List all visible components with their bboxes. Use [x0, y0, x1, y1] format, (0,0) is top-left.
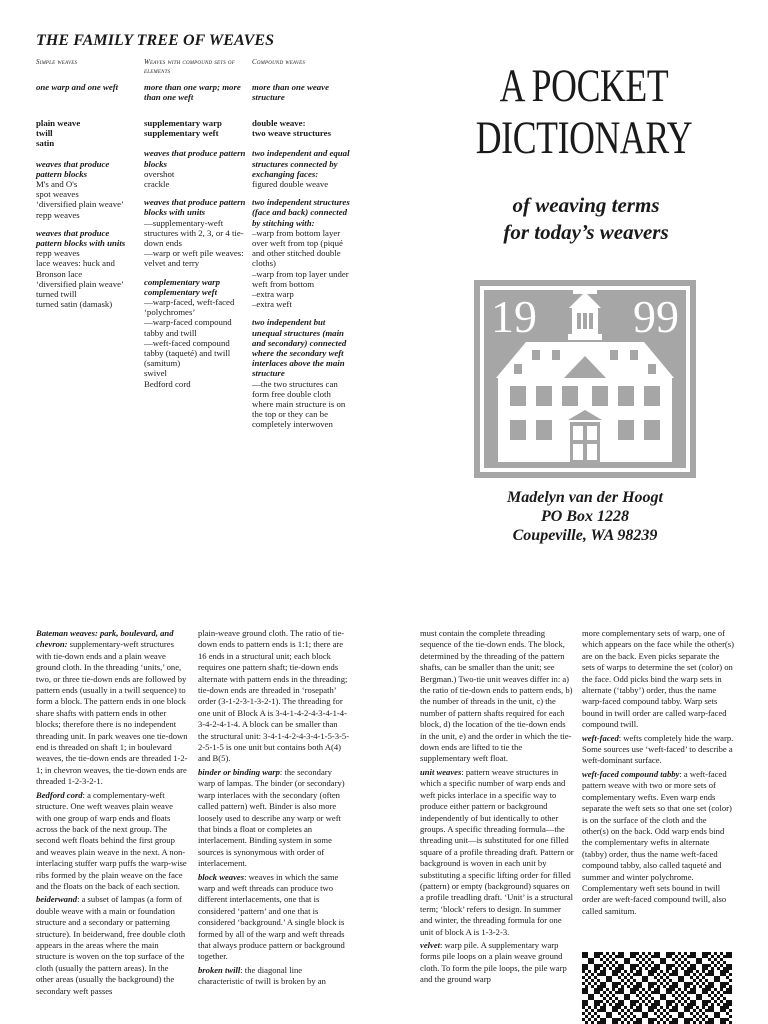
- dictionary-entry: [420, 940, 574, 986]
- logo-year-left: 19: [491, 291, 537, 342]
- dictionary-entry: [198, 767, 350, 870]
- tree-group-heading: weaves that produce pattern blocks: [144, 148, 246, 169]
- book-title-line-1: A POCKET: [499, 60, 669, 112]
- tree-structure-line: double weave:: [252, 118, 306, 128]
- entry-term: broken twill: [198, 964, 241, 975]
- author-name: Madelyn van der Hoogt: [507, 489, 663, 506]
- tree-structure-line: supplementary warp: [144, 118, 222, 128]
- tree-column-3: [252, 58, 352, 438]
- tree-structure-line: two weave structures: [252, 128, 331, 139]
- entry-definition: supplementary-weft structures with tie-down ends and a plain weave ground cloth. In the threading ‘units,’ one, two, or three tie-down ends are followed by pattern ends (usually in a twill sequence) to form a block. The pattern ends in one block share shafts with pattern ends in other blocks; therefore there is no independent threading unit. In park weaves one tie-down end is threaded on shaft 1; in boulevard weaves, the tie-down ends are threaded 1-2-1; in chevron weaves, the tie-down ends are threaded 1-2-3-2-1.: [36, 639, 188, 787]
- entry-definition: : a weft-faced pattern weave with two or more sets of complementary wefts. Even warp ends separate the weft sets so that one set (color) is on the surface of the cloth and the other(s) on the back. Odd warp ends bind the complementary wefts in alternate (tabby) order, thus the name weft-faced compound tabby, also called taqueté and summer and winter polychrome. Complementary weft sets bound in twill order are weft-faced compound twill, also called samitum.: [582, 768, 732, 916]
- tree-group-item: —supplementary-weft structures with 2, 3, or 4 tie-down ends: [144, 217, 244, 249]
- entry-definition: : a complementary-weft structure. One weft weaves plain weave with one group of warp ends and floats across the back of the next group. The second weft floats behind the first group and weaves plain weave in the next. A non-interlacing stuffer warp puffs the warp-wise ribs formed by the plain weave on the face and the floats on the back of each section.: [36, 789, 187, 891]
- tree-group: [144, 197, 246, 268]
- entry-term: Bateman weaves: park, boulevard, and chevron:: [36, 628, 174, 650]
- dictionary-entry: [420, 628, 574, 765]
- tree-column-header: Weaves with compound sets of elements: [144, 58, 235, 75]
- entry-definition: : warp pile. A supplementary warp forms pile loops on a plain weave ground cloth. To form the pile loops, the pile warp and the ground warp: [420, 939, 567, 985]
- tree-group-heading: weaves that produce pattern blocks with units: [144, 197, 246, 218]
- tree-group-heading: two independent and equal structures connected by exchanging faces:: [252, 148, 350, 179]
- tree-group-item: turned satin (damask): [36, 299, 113, 310]
- tree-column-1: [36, 58, 136, 317]
- entry-term: block weaves: [198, 871, 245, 882]
- entry-definition: : a subset of lampas (a form of double weave with a main or foundation structure and a secondary or patterning structure). In beiderwand, free double cloth appears in the areas where the main structure is woven on the top surface of the cloth (usually the pattern areas). In the other areas (usually the background) the secondary weft passes: [36, 894, 186, 996]
- dictionary-column-1: [36, 628, 188, 999]
- tree-column-structures: [36, 118, 136, 149]
- tree-group: [252, 317, 352, 429]
- tree-group-item: –extra warp: [252, 289, 294, 300]
- tree-group-heading: two independent structures (face and back) connected by stitching with:: [252, 197, 350, 228]
- logo-year-right: 99: [633, 291, 679, 342]
- entry-term: Bedford cord: [36, 789, 83, 800]
- entry-definition: : the secondary warp of lampas. The binder (or secondary) warp interlaces with the secondary (often called pattern) weft. Binder is also more loosely used to describe any warp or weft that binds a float or completes an interlacement. Binding system in some sources is synonymous with order of interlacement.: [198, 766, 345, 869]
- entry-definition: : weaves in which the same warp and weft threads can produce two different interlacements, one that is considered ‘pattern’ and one that is considered ‘background.’ A single block is formed by all of the warp and weft threads that always produce pattern or background together.: [198, 871, 345, 962]
- tree-group-item: ‘diversified plain weave’: [36, 199, 124, 210]
- entry-definition: : the diagonal line characteristic of twill is broken by an: [198, 964, 326, 987]
- dictionary-column-3: [420, 628, 574, 988]
- entry-term: binder or binding warp: [198, 766, 280, 777]
- tree-structure-line: satin: [36, 138, 55, 149]
- tree-structure-line: plain weave: [36, 118, 81, 128]
- tree-structure-line: supplementary weft: [144, 128, 219, 139]
- tree-group: [36, 228, 136, 310]
- weave-pattern-icon: [582, 950, 732, 1024]
- tree-group-item: –warp from bottom layer over weft from top (piqué and other stitched double cloths): [252, 227, 343, 269]
- tree-group-item: —warp-faced compound tabby and twill: [144, 317, 232, 338]
- entry-term: weft-faced compound tabby: [582, 768, 680, 779]
- address-line-2: Coupeville, WA 98239: [512, 527, 658, 544]
- dictionary-entry: [420, 767, 574, 938]
- tree-column-header: Simple weaves: [36, 58, 78, 66]
- address-line-1: PO Box 1228: [541, 508, 629, 525]
- tree-group-item: repp weaves: [36, 209, 80, 220]
- tree-structure-line: twill: [36, 128, 53, 139]
- building-logo-icon: [474, 280, 696, 478]
- tree-group-item: figured double weave: [252, 179, 329, 190]
- tree-group: [36, 159, 136, 220]
- tree-group-item: —the two structures can form free double cloth where main structure is on the top or they can be completely interwoven: [252, 378, 346, 430]
- tree-group-item: spot weaves: [36, 189, 79, 200]
- dictionary-entry: [582, 628, 734, 731]
- tree-group-item: –warp from top layer under weft from bottom: [252, 268, 349, 289]
- subtitle-line-2: for today’s weavers: [503, 220, 669, 244]
- tree-group-item: —warp or weft pile weaves: velvet and terry: [144, 248, 244, 269]
- tree-column-structures: [144, 118, 246, 138]
- entry-definition: more complementary sets of warp, one of which appears on the face while the other(s) are on the back. Even picks separate the sets of warps to determine the set (color) on the face. Odd picks bind the warp sets in alternate (‘tabby’) order, thus the name warp-faced compound tabby. Warp sets bound in twill order are called warp-faced compound twill.: [582, 628, 734, 730]
- tree-group: [144, 277, 246, 389]
- tree-group-heading: complementary warp complementary weft: [144, 276, 220, 297]
- tree-group-heading: weaves that produce pattern blocks with units: [36, 227, 126, 249]
- dictionary-entry: [36, 628, 188, 788]
- book-title-line-2: DICTIONARY: [475, 112, 693, 164]
- tree-group-item: crackle: [144, 179, 170, 190]
- tree-group-item: overshot: [144, 168, 175, 179]
- entry-definition: plain-weave ground cloth. The ratio of tie-down ends to pattern ends is 1:1; there are 16 ends in a structural unit; each block requires one pattern shaft; tie-down ends alternate with pattern ends in the threading; tie-down ends are threaded in ‘rosepath’ order (3-1-2-3-1-3-2-1). The threading for one unit of Block A is 3-4-1-4-2-4-3-4-1-4-3-4-2-4-1-4. A block can be smaller than the structural unit: 3-4-1-4-2-4-3-4-1-5-3-5-2-5-1-5 is one unit but contains both A(4) and B(5).: [198, 628, 350, 764]
- tree-group: [144, 148, 246, 189]
- entry-definition: : pattern weave structures in which a specific number of warp ends and weft picks interlace in a specific way to produce either pattern or background independently of but identically to other groups. A specific threading formula—the threading unit—is substituted for one filled square of a profile threading draft. Pattern or background is woven in each unit by substituting a specific lifting order for filled (pattern) or empty (background) squares on a profile treadling draft. ‘Unit’ is a structural term; ‘block’ refers to design. In summer and winter, the threading formula for one unit of block A is 1-3-2-3.: [420, 766, 574, 937]
- dictionary-column-4: [582, 628, 734, 919]
- tree-group: [252, 197, 352, 309]
- family-tree-title: THE FAMILY TREE OF WEAVES: [36, 32, 275, 49]
- book-subtitle: [430, 192, 742, 246]
- book-title: [470, 60, 698, 164]
- tree-column-definition: more than one warp; more than one weft: [144, 82, 241, 103]
- tree-group-heading: weaves that produce pattern blocks: [36, 158, 110, 179]
- tree-group-item: turned twill: [36, 289, 77, 300]
- tree-column-structures: [252, 118, 352, 138]
- tree-column-header: Compound weaves: [252, 58, 306, 66]
- dictionary-entry: [582, 733, 734, 767]
- tree-group-item: –extra weft: [252, 299, 292, 310]
- tree-group-item: Bedford cord: [144, 378, 191, 389]
- tree-group-item: lace weaves: huck and Bronson lace: [36, 258, 115, 279]
- entry-term: beiderwand: [36, 894, 78, 905]
- dictionary-entry: [198, 628, 350, 765]
- subtitle-line-1: of weaving terms: [512, 193, 660, 217]
- tree-group-item: M's and O's: [36, 179, 78, 190]
- dictionary-entry: [36, 790, 188, 893]
- publisher-address: [462, 488, 708, 545]
- tree-group-item: —weft-faced compound tabby (taqueté) and twill (samitum): [144, 337, 231, 369]
- tree-group-item: swivel: [144, 368, 167, 379]
- tree-group-item: —warp-faced, weft-faced ‘polychromes’: [144, 297, 235, 318]
- tree-column-definition: one warp and one weft: [36, 82, 119, 92]
- tree-group: [252, 148, 352, 189]
- dictionary-entry: [582, 769, 734, 917]
- entry-definition: must contain the complete threading sequence of the tie-down ends. The block, determined by the threading of the pattern shafts, can be smaller than the unit; see Bergman.) Two-tie unit weaves differ in: a) the ratio of tie-down ends to pattern ends, b) the number of threads in the unit, c) the number of pattern shafts required for each block, d) the location of the tie-down ends in the unit, e) and the order in which the tie-down ends are lifted to tie the supplementary weft float.: [420, 628, 573, 764]
- entry-term: velvet: [420, 939, 441, 950]
- tree-column-definition: more than one weave structure: [252, 82, 329, 103]
- tree-column-2: [144, 58, 246, 397]
- tree-group-item: repp weaves: [36, 248, 80, 259]
- dictionary-entry: [198, 965, 350, 988]
- dictionary-entry: [36, 894, 188, 997]
- entry-term: weft-faced: [582, 732, 619, 743]
- dictionary-column-2: [198, 628, 350, 990]
- entry-definition: : wefts completely hide the warp. Some sources use ‘weft-faced’ to describe a weft-dominant surface.: [582, 732, 734, 766]
- dictionary-entry: [198, 872, 350, 963]
- tree-group-heading: two independent but unequal structures (main and secondary) connected where the secondary weft interlaces above the main structure: [252, 317, 347, 379]
- tree-group-item: ‘diversified plain weave’: [36, 278, 124, 289]
- entry-term: unit weaves: [420, 766, 462, 777]
